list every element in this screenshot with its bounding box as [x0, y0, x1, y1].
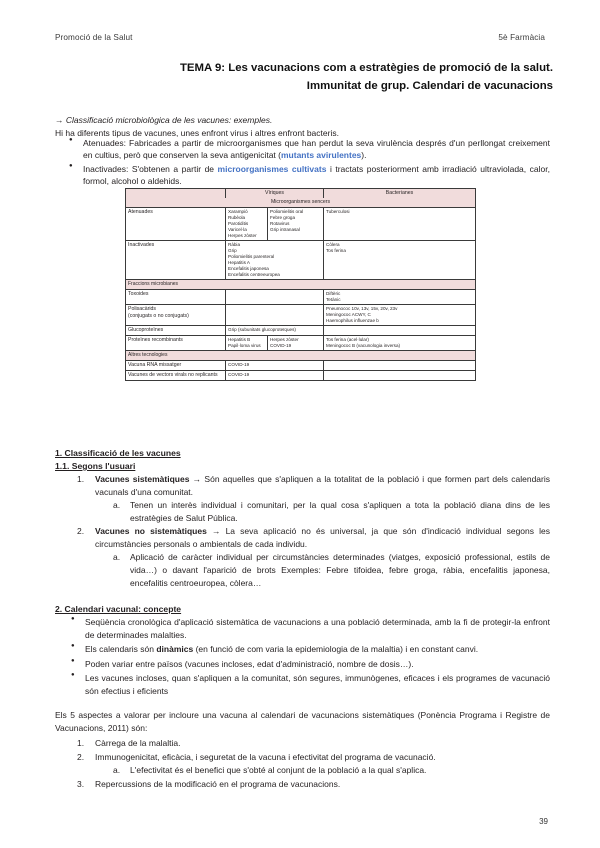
list-item [55, 473, 550, 498]
band-label-microorganisms: Microorganismes sencers [126, 198, 476, 207]
list-item [55, 525, 550, 550]
cell-line: Grip [228, 248, 237, 254]
vaccine-classification-table [125, 188, 476, 381]
list-item [55, 751, 550, 764]
list-item [55, 616, 550, 641]
cell-inactivades-bacteria [324, 241, 476, 280]
list-item-text: La seva aplicació no és universal, ja que són d'indicació individual segons les circumstàncies personals o ambientals de cada individu. [95, 526, 550, 549]
cell-line: Parotiditis [228, 220, 249, 226]
cell-recombinants-bacteria [324, 336, 476, 351]
cell-toxoides-virus [226, 290, 324, 305]
section-classificacio [55, 448, 550, 590]
intro-block [55, 114, 550, 140]
row-label-viral-vector-vaccine: Vacunes de vectors virals no replicants [126, 370, 226, 380]
vaccine-classification-table-wrapper [125, 188, 475, 381]
cell-inactivades-virus [226, 241, 324, 280]
cell-recombinants-virus-col2 [268, 336, 324, 351]
cell-line: Pneumococ 10v, 13v, 15v, 20v, 23v [326, 306, 398, 312]
page-number: 39 [539, 817, 548, 826]
col-header-bacteria: Bacterianes [324, 189, 476, 198]
table-header-row [126, 189, 476, 198]
cell-line: Tos ferina (acel·lular) [326, 337, 369, 343]
bullet-text-post: (en funció de com varia la epidemiologia de la malaltia) i en constant canvi. [193, 644, 479, 655]
cell-glycoproteins-virus [226, 326, 324, 336]
cell-line: Haemophilus influenzae b [326, 318, 379, 324]
bullet-bold: dinàmics [156, 644, 194, 655]
section1-heading: 1. Classificació de les vacunes [55, 448, 181, 458]
list-item [55, 551, 550, 589]
cell-vector-virus [226, 370, 324, 380]
table-row [126, 326, 476, 336]
cell-line: Ràbia [228, 242, 241, 248]
list-item-text: Càrrega de la malaltia. [95, 737, 181, 748]
cell-line: COVID-19 [228, 361, 250, 367]
cell-line: Hepatitis B [228, 337, 251, 343]
list-number: 1. [77, 474, 85, 484]
list-item-text: L'efectivitat és el benefici que s'obté al conjunt de la població a la qual s'aplica. [130, 765, 427, 776]
intro-bullet-list [55, 137, 550, 188]
table-row [126, 370, 476, 380]
table-band-fractions [126, 280, 476, 290]
cell-atenuades-virus-col1 [226, 207, 268, 240]
bullet-text-post: ). [361, 150, 367, 161]
cell-line: Papil·loma virus [228, 343, 261, 349]
table-row [126, 290, 476, 305]
cell-mrna-virus [226, 360, 324, 370]
cell-line: Encefalitis japonesa [228, 266, 269, 272]
cell-line: Encefalitis centreeuropea [228, 272, 280, 278]
row-label-inactivades: Inactivades [126, 241, 226, 280]
list-number: a. [113, 500, 121, 511]
cell-glycoproteins-bacteria [324, 326, 476, 336]
list-number: a. [113, 552, 121, 563]
cell-line: Hepatitis A [228, 260, 250, 266]
title-line-2: Immunitat de grup. Calendari de vacunacions [306, 79, 553, 92]
bullet-text-pre: Els calendaris són [85, 644, 157, 655]
bullet-text-pre: Seqüència cronològica d'aplicació sistemàtica de vacunacions a una població determinada, amb la fi de protegir-la enfront de determinades malalties. [85, 617, 550, 640]
cell-line: Còlera [326, 242, 340, 248]
bullet-text-pre: Atenuades: Fabricades a partir de microorganismes que han perdut la seva virulència després d'un perllongat creixement en cultius, però que conserven la seva antigenicitat ( [83, 138, 550, 161]
list-item-arrow: → [189, 474, 205, 484]
list-item [55, 778, 550, 791]
table-row [126, 336, 476, 351]
cell-line: Diftèric [326, 291, 341, 296]
cell-atenuades-bacteria [324, 207, 476, 240]
intro-line-2: Hi ha diferents tipus de vacunes, unes enfront virus i altres enfront bacteris. [55, 127, 339, 138]
list-item [55, 163, 550, 188]
table-corner-cell [126, 189, 226, 198]
cell-recombinants-virus-col1 [226, 336, 268, 351]
list-item-text: Immunogenicitat, eficàcia, i seguretat de la vacuna i efectivitat del programa de vacunació. [95, 751, 436, 762]
list-number: a. [113, 765, 121, 776]
row-label-mrna-vaccine: Vacuna RNA missatger [126, 360, 226, 370]
cell-line: Poliomielitis oral [270, 208, 304, 214]
list-number: 1. [77, 737, 85, 748]
cell-line: Varicel·la [228, 226, 247, 232]
cell-line: Herpes zòster [270, 337, 299, 343]
row-label-recombinant-proteins: Proteïnes recombinants [126, 336, 226, 351]
bullet-text-pre: Inactivades: S'obtenen a partir de [83, 163, 218, 174]
list-number: 2. [77, 751, 85, 762]
cell-line: Xarampió [228, 208, 248, 214]
list-item-text: Aplicació de caràcter individual per circumstàncies determinades (viatges, exposició professional, estils de vida…) o davant l'aparició de brots Exemples: Febre tifoidea, febre groga, ràbia, encefalitis japonesa, encefalitis centroeuropea, còlera… [130, 552, 550, 588]
cell-line: Tos ferina [326, 248, 346, 254]
col-header-virus: Víriques [226, 189, 324, 198]
list-item [55, 499, 550, 524]
list-item [55, 643, 550, 656]
section1-subheading: 1.1. Segons l'usuari [55, 461, 136, 471]
cell-line: Rubèola [228, 214, 246, 220]
bullet-highlight: mutants avirulentes [280, 150, 362, 161]
table-row [126, 241, 476, 280]
cell-line: Febre groga [270, 214, 296, 220]
cell-vector-bacteria [324, 370, 476, 380]
cell-line: Meningococ ACWY, C [326, 312, 371, 318]
bullet-text-post: i tractats posteriorment amb irradiació ultraviolada, calor, formol, alcohol o aldehids. [83, 163, 550, 186]
table-row [126, 360, 476, 370]
list-number: 2. [77, 526, 85, 537]
running-head [55, 33, 545, 42]
section2-heading: 2. Calendari vacunal: concepte [55, 604, 182, 614]
cell-line: Grip (subunitats glucoproteïques) [228, 327, 296, 333]
cell-line: Rotavirus [270, 220, 290, 226]
section-calendari-vacunal [55, 604, 550, 791]
bullet-text-pre: Les vacunes incloses, quan s'apliquen a la comunitat, són segures, immunògenes, eficaces i els programes de vacunació són efectius i eficients [85, 673, 550, 696]
cell-line: COVID-19 [228, 371, 250, 377]
row-label-atenuades: Atenuades [126, 207, 226, 240]
band-label-fractions: Fraccions microbianes [126, 280, 476, 290]
list-item [55, 764, 550, 777]
list-item-text: Tenen un interès individual i comunitari, per la qual cosa s'apliquen a tota la població diana dins de les estratègies de Salut Pública. [130, 500, 550, 523]
cell-toxoides-bacteria [324, 290, 476, 305]
running-head-right: 5è Farmàcia [498, 33, 545, 42]
title-line-1: TEMA 9: Les vacunacions com a estratègies de promoció de la salut. [179, 62, 553, 74]
intro-line-1: → Classificació microbiològica de les vacunes: exemples. [55, 115, 273, 125]
table-band-other-tech [126, 351, 476, 361]
section2-paragraph: Els 5 aspectes a valorar per incloure una vacuna al calendari de vacunacions sistemàtiques (Ponència Programa i Registre de Vacunacions, 2011) són: [55, 710, 550, 734]
bullet-text-pre: Poden variar entre països (vacunes incloses, edat d'administració, nombre de dosis…). [85, 658, 414, 669]
list-item-lead: Vacunes no sistemàtiques [95, 526, 207, 537]
table-row [126, 305, 476, 326]
bullet-highlight: microorganismes cultivats [217, 163, 327, 174]
list-item [55, 672, 550, 697]
running-head-left: Promoció de la Salut [55, 33, 133, 42]
cell-polysaccharides-bacteria [324, 305, 476, 326]
list-item [55, 137, 550, 162]
row-label-glycoproteins: Glucoproteïnes [126, 326, 226, 336]
list-item [55, 658, 550, 671]
table-row [126, 207, 476, 240]
cell-line: Meningococ B (vacunologia inversa) [326, 343, 401, 349]
row-label-line-2: (conjugats o no conjugats) [128, 312, 189, 319]
band-label-other-tech: Altres tecnologies [126, 351, 476, 361]
table-band-microorganisms [126, 198, 476, 207]
row-label-polysaccharides [126, 305, 226, 326]
cell-polysaccharides-virus [226, 305, 324, 326]
cell-line: Poliomielitis parenteral [228, 254, 275, 260]
list-item-lead: Vacunes sistemàtiques [95, 474, 190, 484]
list-number: 3. [77, 778, 85, 789]
page-title [55, 60, 553, 95]
list-item [55, 737, 550, 750]
cell-line: Herpes zòster [228, 232, 257, 238]
list-item-text: Repercussions de la modificació en el programa de vacunacions. [95, 778, 341, 789]
cell-line: COVID-19 [270, 343, 292, 349]
cell-line: Tetànic [326, 297, 341, 303]
cell-atenuades-virus-col2 [268, 207, 324, 240]
cell-line: Tuberculosi [326, 208, 350, 214]
row-label-line-1: Polisacàrids [128, 306, 156, 313]
cell-mrna-bacteria [324, 360, 476, 370]
list-item-arrow: → [206, 526, 226, 537]
cell-line: Grip intranasal [270, 226, 300, 232]
row-label-toxoides: Toxoides [126, 290, 226, 305]
list-item-text: Són aquelles que s'apliquen a la totalitat de la població i que formen part dels calendaris vacunals d'una comunitat. [95, 474, 550, 497]
